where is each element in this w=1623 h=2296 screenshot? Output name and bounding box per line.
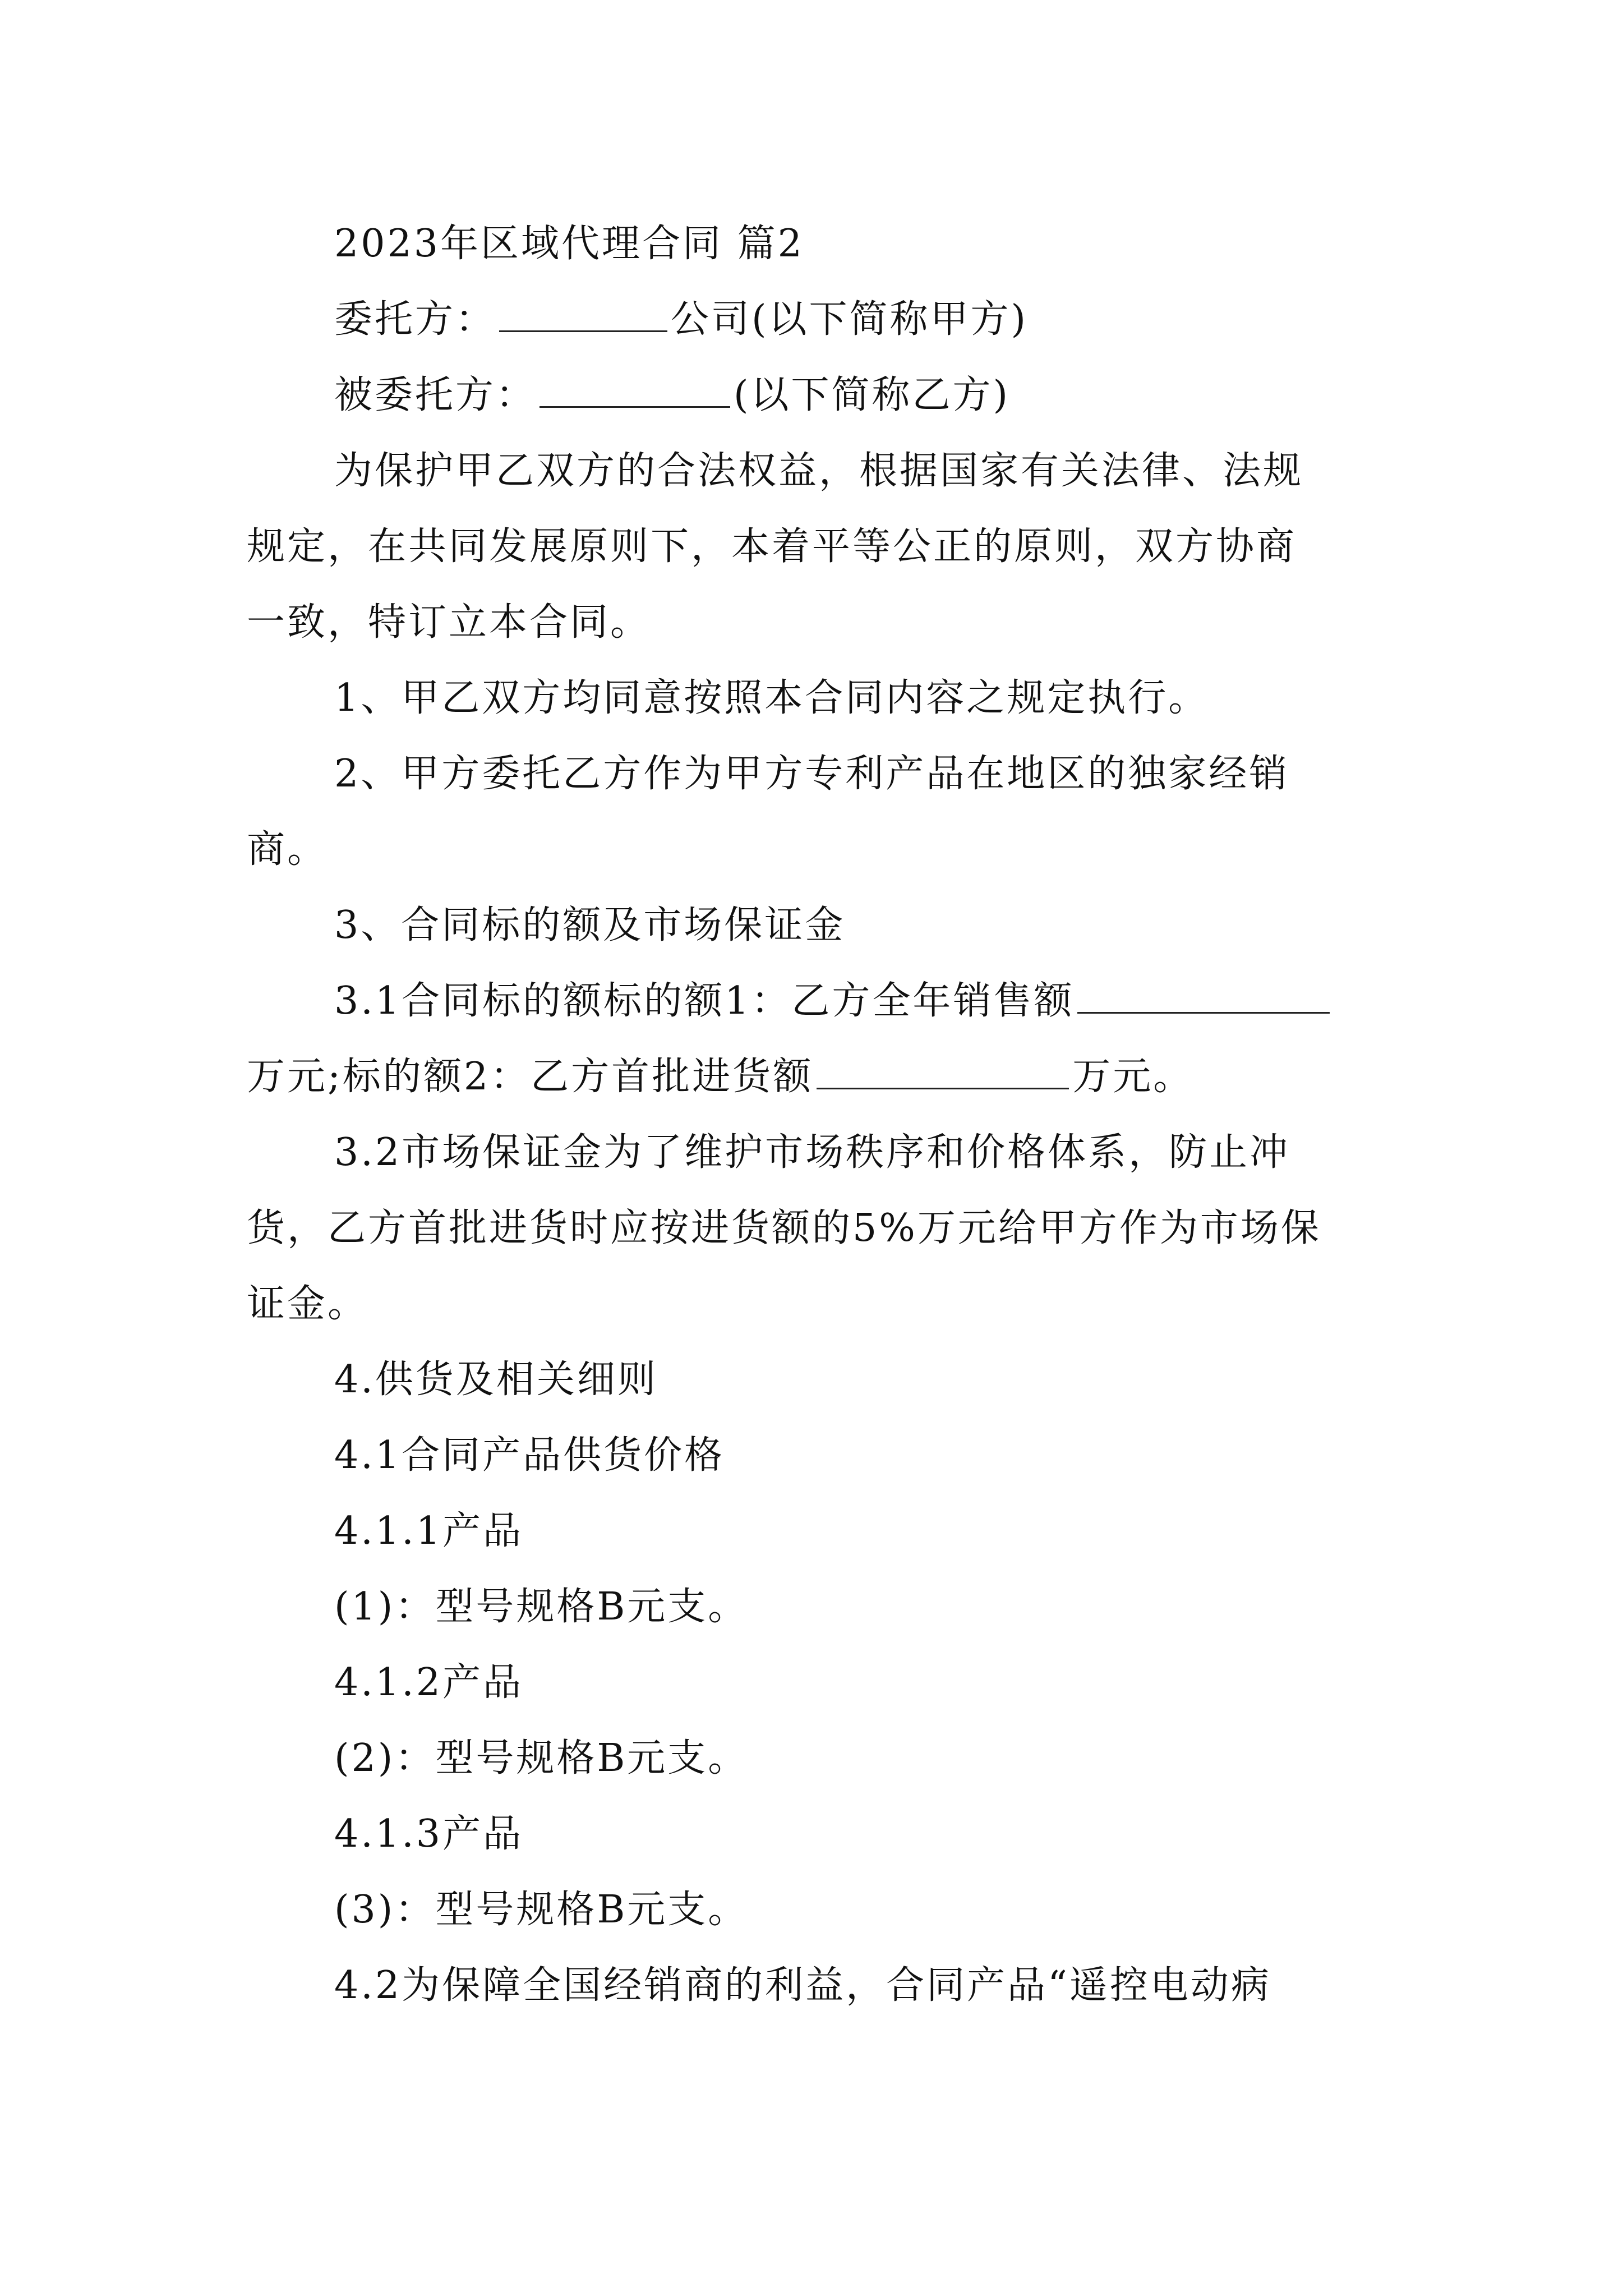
clause-4-heading: 4.供货及相关细则 (334, 1358, 658, 1402)
first-order-blank (817, 1050, 1069, 1089)
clause-3-2-line-2: 货，乙方首批进货时应按进货额的5%万元给甲方作为市场保 (247, 1206, 1321, 1250)
clause-2-line-2: 商。 (247, 827, 328, 872)
product-3: (3)：型号规格B元支。 (334, 1888, 749, 1932)
clause-3-heading: 3、合同标的额及市场保证金 (334, 903, 846, 947)
client-blank (499, 292, 667, 332)
clause-4-2: 4.2为保障全国经销商的利益，合同产品“遥控电动病 (334, 1963, 1271, 2008)
intro-line-1: 为保护甲乙双方的合法权益，根据国家有关法律、法规 (334, 449, 1304, 493)
clause-3-1-line-2: 万元;标的额2：乙方首批进货额 万元。 (247, 1049, 1193, 1105)
clause-4-1: 4.1合同产品供货价格 (334, 1433, 725, 1478)
annual-sales-blank (1077, 974, 1330, 1014)
agent-blank (540, 368, 730, 408)
clause-3-2-line-3: 证金。 (247, 1282, 368, 1326)
clause-2-line-1: 2、甲方委托乙方作为甲方专利产品在地区的独家经销 (334, 752, 1290, 796)
intro-line-2: 规定，在共同发展原则下，本着平等公正的原则，双方协商 (247, 524, 1297, 569)
clause-1: 1、甲乙双方均同意按照本合同内容之规定执行。 (334, 676, 1209, 720)
document-title: 2023年区域代理合同 篇2 (334, 222, 804, 266)
clause-4-1-1: 4.1.1产品 (334, 1509, 524, 1553)
clause-3-2-line-1: 3.2市场保证金为了维护市场秩序和价格体系，防止冲 (334, 1130, 1290, 1175)
client-line: 委托方： 公司(以下简称甲方) (334, 292, 1028, 348)
intro-line-3: 一致，特订立本合同。 (247, 600, 651, 645)
product-1: (1)：型号规格B元支。 (334, 1585, 749, 1629)
clause-4-1-3: 4.1.3产品 (334, 1812, 524, 1856)
clause-4-1-2: 4.1.2产品 (334, 1660, 524, 1705)
agent-line: 被委托方： (以下简称乙方) (334, 367, 1010, 424)
clause-3-1-line-1: 3.1合同标的额标的额1：乙方全年销售额 (334, 973, 1333, 1029)
product-2: (2)：型号规格B元支。 (334, 1736, 749, 1780)
